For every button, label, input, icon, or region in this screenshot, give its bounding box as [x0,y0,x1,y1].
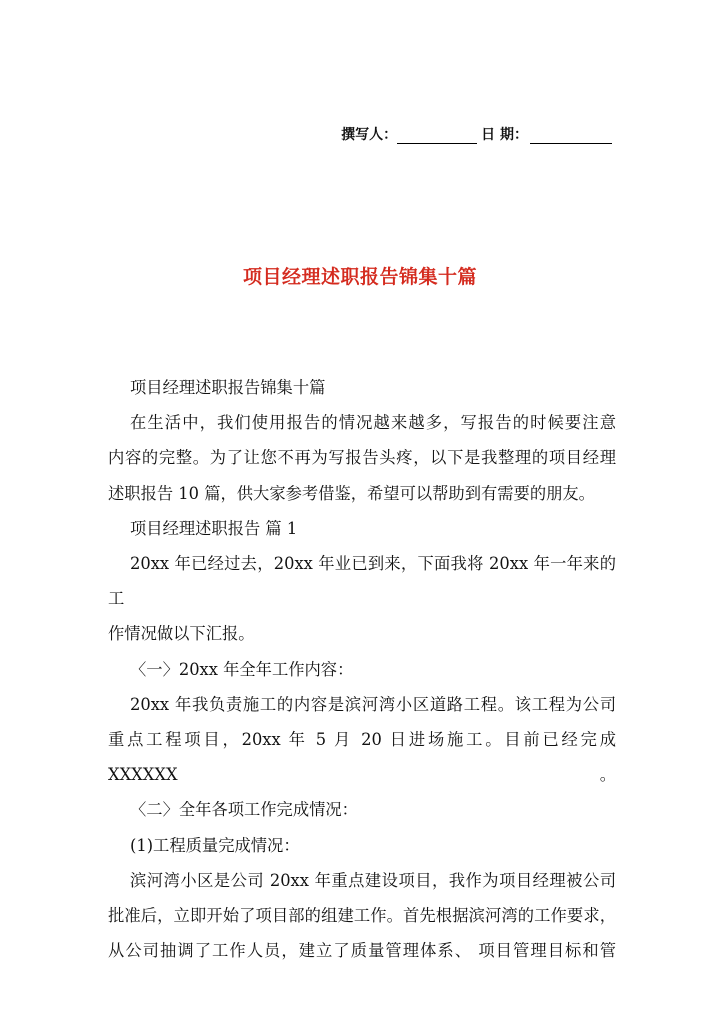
quality-heading: (1)工程质量完成情况： [130,835,300,855]
document-title: 项目经理述职报告锦集十篇 [242,266,477,288]
author-label: 撰写人： [341,127,398,143]
date-blank-field [530,129,612,144]
intro-line-2: 内容的完整。为了让您不再为写报告头疼，以下是我整理的项目经理 [108,448,616,468]
intro-line-3: 述职报告 10 篇，供大家参考借鉴，希望可以帮助到有需要的朋友。 [108,483,595,503]
subtitle-paragraph: 项目经理述职报告锦集十篇 [130,378,326,397]
document-body [108,370,616,968]
author-blank-field [397,129,477,144]
quality-line-3: 从公司抽调了工作人员，建立了质量管理体系、 项目管理目标和管 [108,941,616,961]
date-label: 日 期： [481,127,528,143]
author-date-line [341,124,612,144]
quality-line-2: 批准后，立即开始了项目部的组建工作。首先根据滨河湾的工作要求， [108,906,616,926]
report-line-1: 20xx 年已经过去，20xx 年业已到来，下面我将 20xx 年一年来的工 [108,554,616,609]
subsection-2-heading: 〈二〉全年各项工作完成情况： [130,800,358,820]
work-content-line-2: 重点工程项目，20xx 年 5 月 20 日进场施工。目前已经完成 XXXXXX 。 [108,730,616,785]
section-heading-1: 项目经理述职报告 篇 1 [130,518,298,538]
work-content-line-1: 20xx 年我负责施工的内容是滨河湾小区道路工程。该工程为公司 [130,694,616,714]
quality-line-1: 滨河湾小区是公司 20xx 年重点建设项目，我作为项目经理被公司 [130,870,616,890]
intro-line-1: 在生活中，我们使用报告的情况越来越多，写报告的时候要注意 [130,413,616,433]
subsection-1-heading: 〈一〉20xx 年全年工作内容： [130,659,354,679]
report-line-2: 作情况做以下汇报。 [108,624,255,644]
